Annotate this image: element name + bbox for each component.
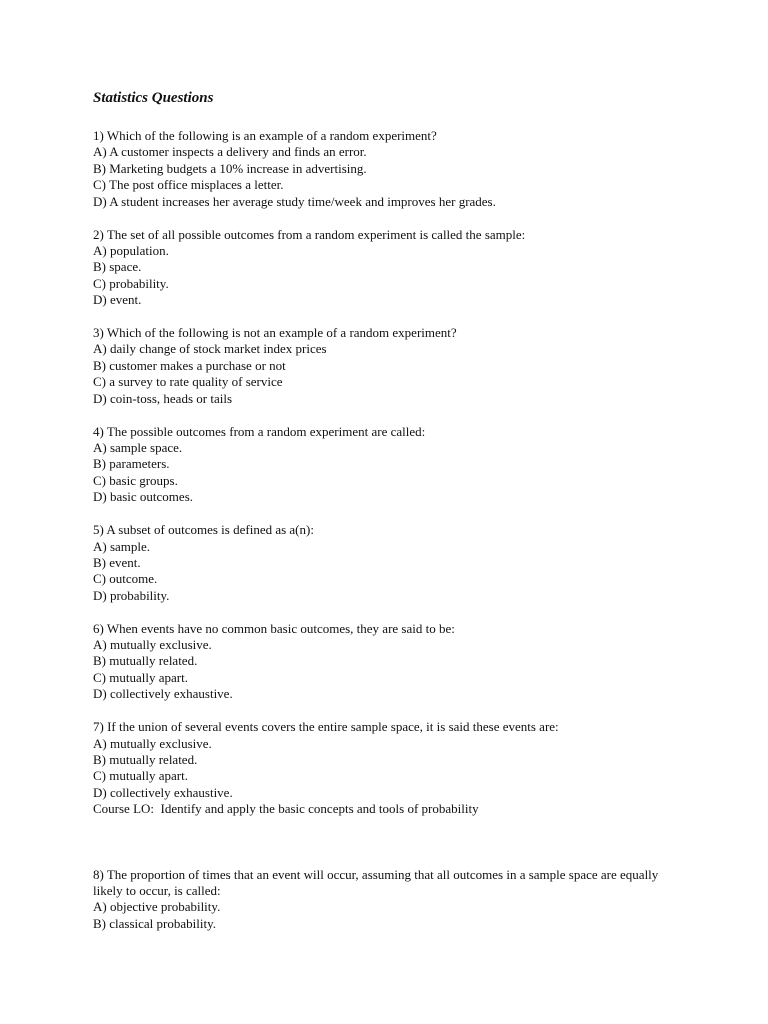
answer-option: C) probability. (93, 275, 169, 291)
question-7 (93, 719, 733, 801)
answer-option: C) mutually apart. (93, 768, 188, 784)
answer-option: B) Marketing budgets a 10% increase in advertising. (93, 160, 367, 176)
question-1 (93, 128, 733, 210)
answer-option: C) mutually apart. (93, 669, 188, 685)
question-stem: 8) The proportion of times that an event will occur, assuming that all outcomes in a sample space are equally likely to occur, is called: (93, 866, 659, 899)
question-stem: 2) The set of all possible outcomes from a random experiment is called the sample: (93, 226, 526, 242)
answer-option: A) mutually exclusive. (93, 735, 212, 751)
question-stem: 6) When events have no common basic outcomes, they are said to be: (93, 620, 455, 636)
answer-option: A) sample. (93, 538, 151, 554)
answer-option: C) The post office misplaces a letter. (93, 177, 284, 193)
answer-option: D) event. (93, 292, 142, 308)
question-stem: 5) A subset of outcomes is defined as a(n): (93, 522, 314, 538)
answer-option: A) sample space. (93, 440, 183, 455)
question-3 (93, 325, 733, 407)
answer-option: A) daily change of stock market index prices (93, 341, 327, 357)
answer-option: A) mutually exclusive. (93, 637, 212, 653)
answer-option: A) objective probability. (93, 899, 221, 915)
answer-option: B) classical probability. (93, 915, 216, 931)
question-stem: 7) If the union of several events covers the entire sample space, it is said these events are: (93, 719, 559, 735)
answer-option: A) population. (93, 242, 169, 258)
answer-option: B) customer makes a purchase or not (93, 357, 286, 373)
question-6 (93, 621, 733, 703)
course-learning-objective: Course LO: Identify and apply the basic concepts and tools of probability (93, 801, 479, 817)
answer-option: B) parameters. (93, 456, 170, 472)
document-title: Statistics Questions (93, 90, 214, 106)
question-2 (93, 227, 733, 309)
question-8 (93, 867, 733, 933)
document-page (93, 88, 733, 949)
question-5 (93, 522, 733, 604)
answer-option: D) A student increases her average study time/week and improves her grades. (93, 193, 496, 209)
question-stem: 3) Which of the following is not an example of a random experiment? (93, 325, 457, 341)
answer-option: D) collectively exhaustive. (93, 784, 233, 800)
answer-option: B) space. (93, 259, 142, 275)
answer-option: D) probability. (93, 587, 170, 603)
answer-option: A) A customer inspects a delivery and finds an error. (93, 144, 367, 160)
question-stem: 4) The possible outcomes from a random experiment are called: (93, 423, 426, 439)
question-4 (93, 424, 733, 506)
answer-option: B) event. (93, 554, 141, 570)
answer-option: D) coin-toss, heads or tails (93, 390, 233, 406)
answer-option: C) a survey to rate quality of service (93, 374, 283, 390)
answer-option: B) mutually related. (93, 653, 198, 669)
answer-option: D) collectively exhaustive. (93, 686, 233, 702)
answer-option: C) basic groups. (93, 472, 178, 488)
answer-option: C) outcome. (93, 571, 158, 587)
question-stem: 1) Which of the following is an example of a random experiment? (93, 128, 437, 143)
answer-option: B) mutually related. (93, 752, 198, 767)
answer-option: D) basic outcomes. (93, 489, 194, 505)
